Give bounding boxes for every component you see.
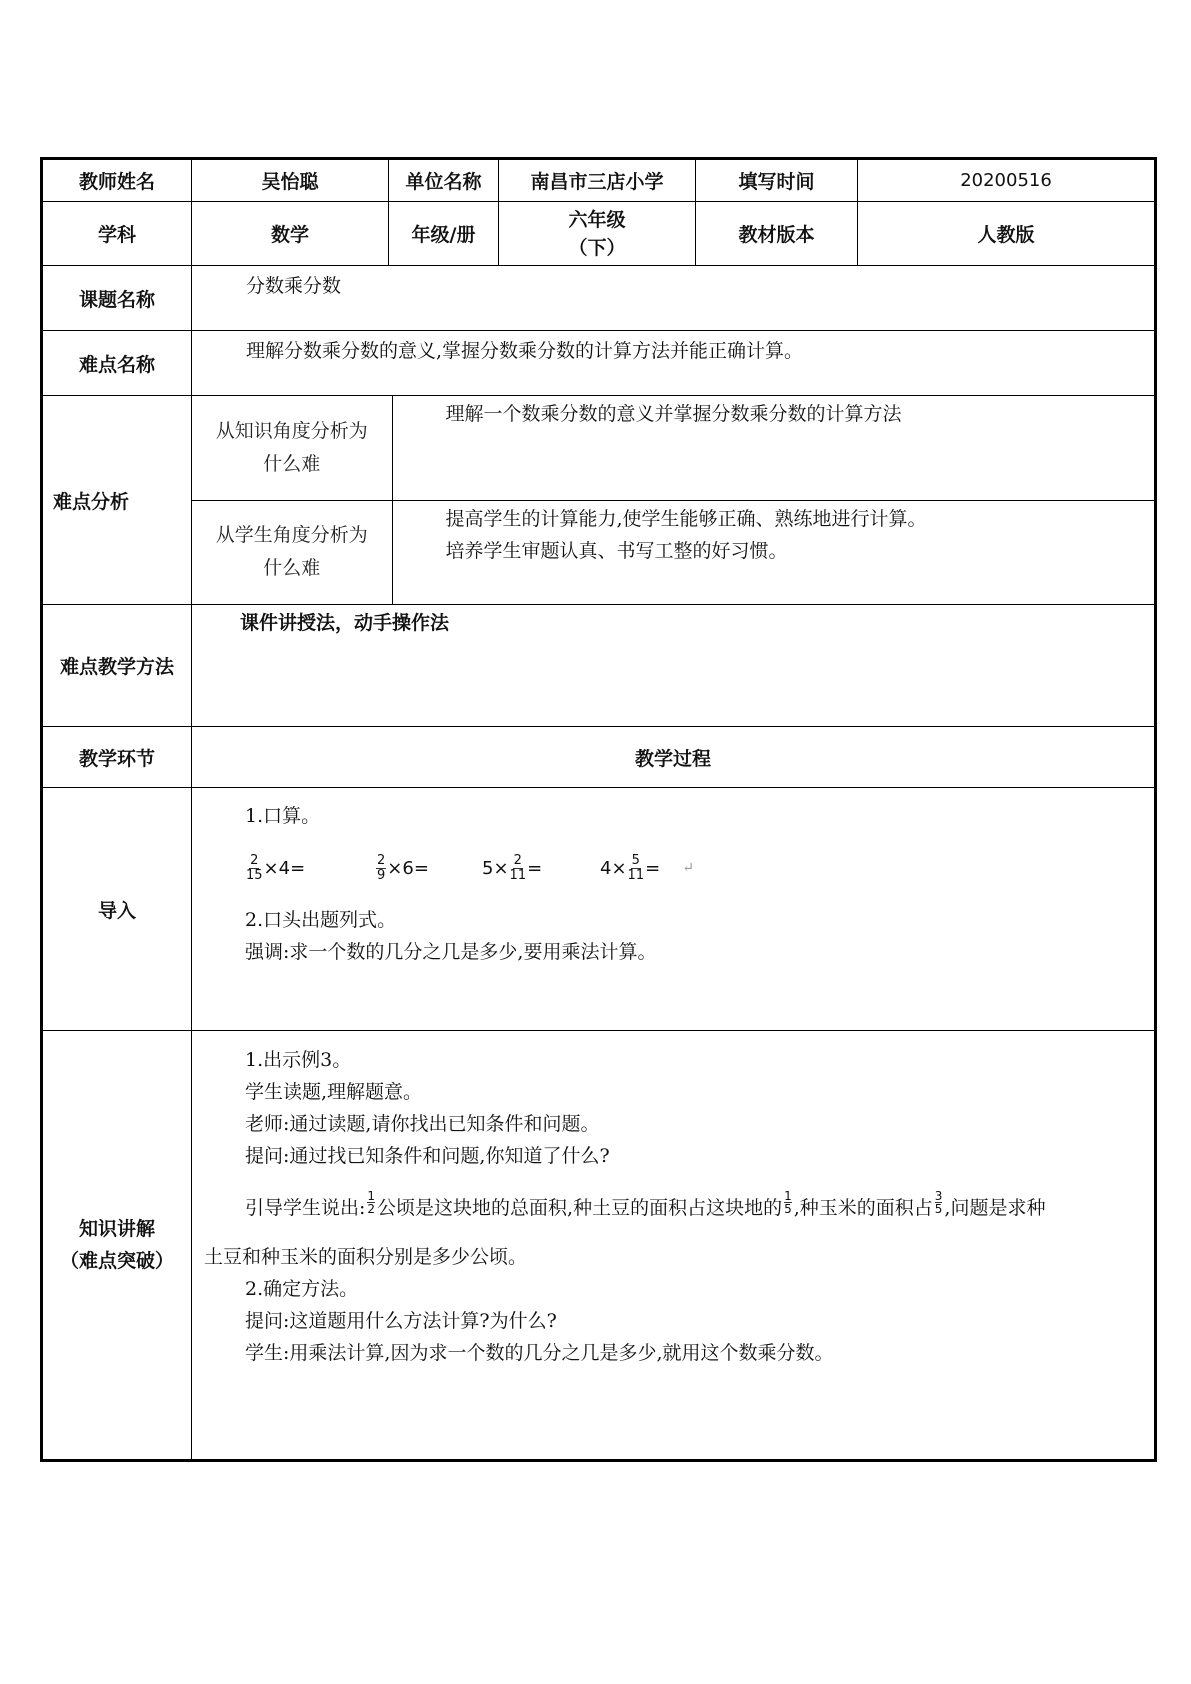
method-cell xyxy=(192,605,1156,727)
calc-2-fraction: $\frac{2}{9}$ xyxy=(377,852,386,883)
teacher-value: 吴怡聪 xyxy=(192,159,389,202)
intro-content xyxy=(192,788,1154,968)
edition-label: 教材版本 xyxy=(696,202,858,266)
return-mark-icon: ↵ xyxy=(682,860,694,876)
knowledge-row xyxy=(42,1031,1156,1461)
analysis-cell xyxy=(192,396,1156,605)
calc-item-1: $\frac{2}{15}$ ×4= xyxy=(246,852,306,883)
edition-value: 人教版 xyxy=(858,202,1156,266)
knowledge-guide-line: 引导学生说出: $\frac{1}{2}$ 公顷是这块地的总面积,种土豆的面积占这块地的 $\frac{1}{5}$ ,种玉米的面积占 $\frac{3}{5}$ ,问题是求种 xyxy=(245,1189,1046,1219)
method-label: 难点教学方法 xyxy=(42,605,192,727)
grade-label: 年级/册 xyxy=(389,202,499,266)
topic-value: 分数乘分数 xyxy=(246,275,342,297)
knowledge-line1: 1.出示例3。 xyxy=(245,1049,352,1071)
topic-label: 课题名称 xyxy=(42,266,192,331)
analysis-student-row xyxy=(192,500,1154,604)
knowledge-answer: 理解一个数乘分数的意义并掌握分数乘分数的计算方法 xyxy=(445,403,902,425)
oral-calc-row xyxy=(245,832,1154,904)
analysis-row xyxy=(42,396,1156,605)
knowledge-label xyxy=(42,1031,192,1461)
intro-line1: 1.口算。 xyxy=(245,805,321,827)
knowledge-label-line1: 知识讲解 xyxy=(78,1218,155,1240)
student-answer-cell xyxy=(392,500,1154,604)
date-label: 填写时间 xyxy=(696,159,858,202)
calc-item-3: 5× $\frac{2}{11}$ = xyxy=(482,852,543,883)
knowledge-line2: 学生读题,理解题意。 xyxy=(245,1081,423,1103)
grade-value-line2: （下） xyxy=(568,236,626,259)
knowledge-line4: 提问:通过找已知条件和问题,你知道了什么? xyxy=(245,1145,610,1167)
knowledge-answer-cell xyxy=(392,396,1154,500)
topic-row xyxy=(42,266,1156,331)
student-answer xyxy=(393,501,1155,567)
header-row-2 xyxy=(42,202,1156,266)
lesson-plan-table xyxy=(40,157,1157,1462)
header-row-1 xyxy=(42,159,1156,202)
knowledge-guide-continuation: 土豆和种玉米的面积分别是多少公顷。 xyxy=(204,1246,528,1268)
intro-line2: 2.口头出题列式。 xyxy=(245,909,397,931)
method-value: 课件讲授法，动手操作法 xyxy=(240,612,450,634)
knowledge-question xyxy=(192,396,392,500)
intro-label: 导入 xyxy=(42,788,192,1031)
calc-item-4: 4× $\frac{5}{11}$ = xyxy=(600,852,661,883)
topic-cell xyxy=(192,266,1156,331)
process-header: 教学过程 xyxy=(192,727,1156,788)
subject-label: 学科 xyxy=(42,202,192,266)
unit-value: 南昌市三店小学 xyxy=(499,159,696,202)
calc-3-fraction: $\frac{2}{11}$ xyxy=(509,852,527,883)
fraction-one-fifth: $\frac{1}{5}$ xyxy=(784,1189,792,1216)
analysis-subtable xyxy=(192,396,1154,604)
knowledge-question-line2: 什么难 xyxy=(263,452,321,475)
intro-cell xyxy=(192,788,1156,1031)
stage-header: 教学环节 xyxy=(42,727,192,788)
knowledge-label-line2: （难点突破） xyxy=(59,1250,174,1272)
knowledge-cell xyxy=(192,1031,1156,1461)
calc-4-fraction: $\frac{5}{11}$ xyxy=(627,852,645,883)
knowledge-content xyxy=(192,1031,1154,1369)
calc-1-fraction: $\frac{2}{15}$ xyxy=(246,852,263,883)
difficulty-cell xyxy=(192,331,1156,396)
knowledge-line8: 学生:用乘法计算,因为求一个数的几分之几是多少,就用这个数乘分数。 xyxy=(245,1342,834,1364)
analysis-label: 难点分析 xyxy=(42,396,192,605)
intro-row xyxy=(42,788,1156,1031)
student-answer-line2: 培养学生审题认真、书写工整的好习惯。 xyxy=(445,539,788,562)
intro-line3: 强调:求一个数的几分之几是多少,要用乘法计算。 xyxy=(245,941,657,963)
student-question-line2: 什么难 xyxy=(263,557,321,580)
lesson-plan-sheet xyxy=(40,157,1154,1462)
knowledge-line7: 提问:这道题用什么方法计算?为什么? xyxy=(245,1310,557,1332)
knowledge-line6: 2.确定方法。 xyxy=(245,1278,359,1300)
analysis-knowledge-row xyxy=(192,396,1154,500)
difficulty-label: 难点名称 xyxy=(42,331,192,396)
method-row xyxy=(42,605,1156,727)
difficulty-value: 理解分数乘分数的意义,掌握分数乘分数的计算方法并能正确计算。 xyxy=(246,340,804,362)
date-value: 20200516 xyxy=(858,159,1156,202)
knowledge-line3: 老师:通过读题,请你找出已知条件和问题。 xyxy=(245,1113,600,1135)
unit-label: 单位名称 xyxy=(389,159,499,202)
grade-value xyxy=(499,202,696,266)
student-question-line1: 从学生角度分析为 xyxy=(215,524,368,547)
fraction-three-fifths: $\frac{3}{5}$ xyxy=(934,1189,943,1216)
difficulty-row xyxy=(42,331,1156,396)
subject-value: 数学 xyxy=(192,202,389,266)
teacher-label: 教师姓名 xyxy=(42,159,192,202)
calc-item-2: $\frac{2}{9}$ ×6= xyxy=(377,852,429,883)
fraction-one-half: $\frac{1}{2}$ xyxy=(367,1189,376,1216)
process-header-row xyxy=(42,727,1156,788)
student-answer-line1: 提高学生的计算能力,使学生能够正确、熟练地进行计算。 xyxy=(445,507,927,530)
knowledge-question-line1: 从知识角度分析为 xyxy=(215,419,368,442)
grade-value-line1: 六年级 xyxy=(568,208,626,231)
student-question xyxy=(192,500,392,604)
